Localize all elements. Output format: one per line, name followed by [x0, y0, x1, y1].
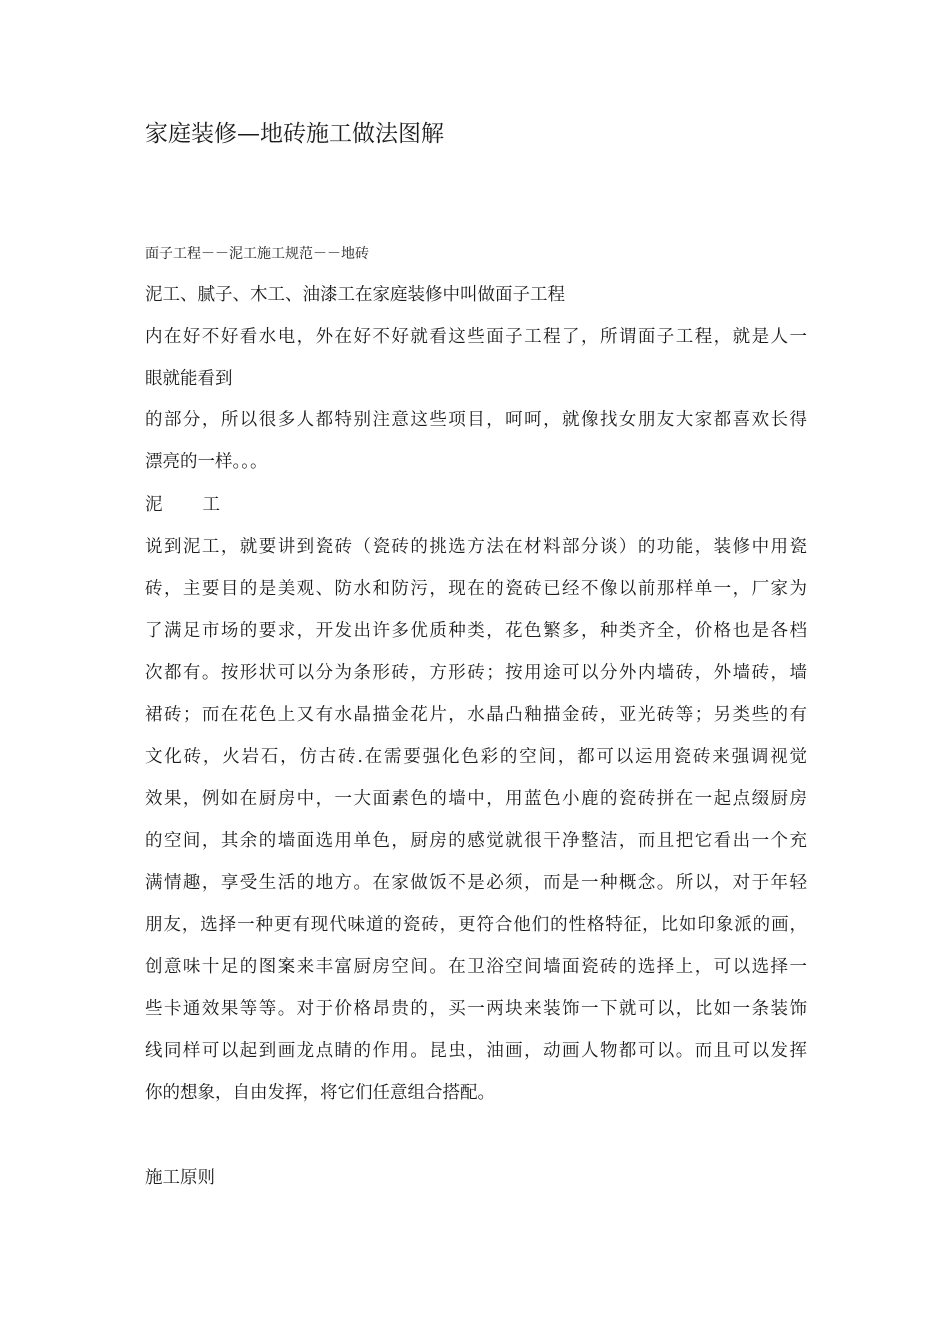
paragraph-line: 线同样可以起到画龙点睛的作用。昆虫，油画，动画人物都可以。而且可以发挥	[145, 1041, 807, 1061]
document-title: 家庭装修—地砖施工做法图解	[145, 121, 444, 147]
paragraph-line: 文化砖，火岩石，仿古砖.在需要强化色彩的空间，都可以运用瓷砖来强调视觉	[145, 747, 807, 767]
intro-line: 泥工、腻子、木工、油漆工在家庭装修中叫做面子工程	[145, 285, 565, 305]
document-subtitle: 面子工程－－泥工施工规范－－地砖	[145, 246, 369, 262]
intro-line: 内在好不好看水电，外在好不好就看这些面子工程了，所谓面子工程，就是人一	[145, 327, 807, 347]
paragraph-line: 的空间，其余的墙面选用单色，厨房的感觉就很干净整洁，而且把它看出一个充	[145, 831, 807, 851]
paragraph-line: 些卡通效果等等。对于价格昂贵的，买一两块来装饰一下就可以，比如一条装饰	[145, 999, 807, 1019]
paragraph-line: 满情趣，享受生活的地方。在家做饭不是必须，而是一种概念。所以，对于年轻	[145, 873, 807, 893]
intro-line: 的部分，所以很多人都特别注意这些项目，呵呵，就像找女朋友大家都喜欢长得	[145, 410, 807, 430]
closing-heading: 施工原则	[145, 1168, 215, 1188]
intro-line: 漂亮的一样。。。	[145, 452, 268, 472]
paragraph-line: 了满足市场的要求，开发出许多优质种类，花色繁多，种类齐全，价格也是各档	[145, 621, 807, 641]
paragraph-line: 砖，主要目的是美观、防水和防污，现在的瓷砖已经不像以前那样单一，厂家为	[145, 579, 807, 599]
paragraph-line: 说到泥工，就要讲到瓷砖（瓷砖的挑选方法在材料部分谈）的功能，装修中用瓷	[145, 537, 807, 557]
paragraph-line: 次都有。按形状可以分为条形砖，方形砖；按用途可以分外内墙砖，外墙砖，墙	[145, 663, 807, 683]
section-heading-part: 泥	[145, 495, 163, 515]
paragraph-line: 裙砖；而在花色上又有水晶描金花片，水晶凸釉描金砖，亚光砖等；另类些的有	[145, 705, 807, 725]
paragraph-line: 效果，例如在厨房中，一大面素色的墙中，用蓝色小鹿的瓷砖拼在一起点缀厨房	[145, 789, 807, 809]
section-heading-part: 工	[202, 495, 220, 515]
paragraph-line: 你的想象，自由发挥，将它们任意组合搭配。	[145, 1083, 495, 1103]
paragraph-line: 朋友，选择一种更有现代味道的瓷砖，更符合他们的性格特征，比如印象派的画，	[145, 915, 807, 935]
paragraph-line: 创意味十足的图案来丰富厨房空间。在卫浴空间墙面瓷砖的选择上，可以选择一	[145, 957, 807, 977]
intro-line: 眼就能看到	[145, 369, 233, 389]
section-heading	[145, 490, 220, 520]
